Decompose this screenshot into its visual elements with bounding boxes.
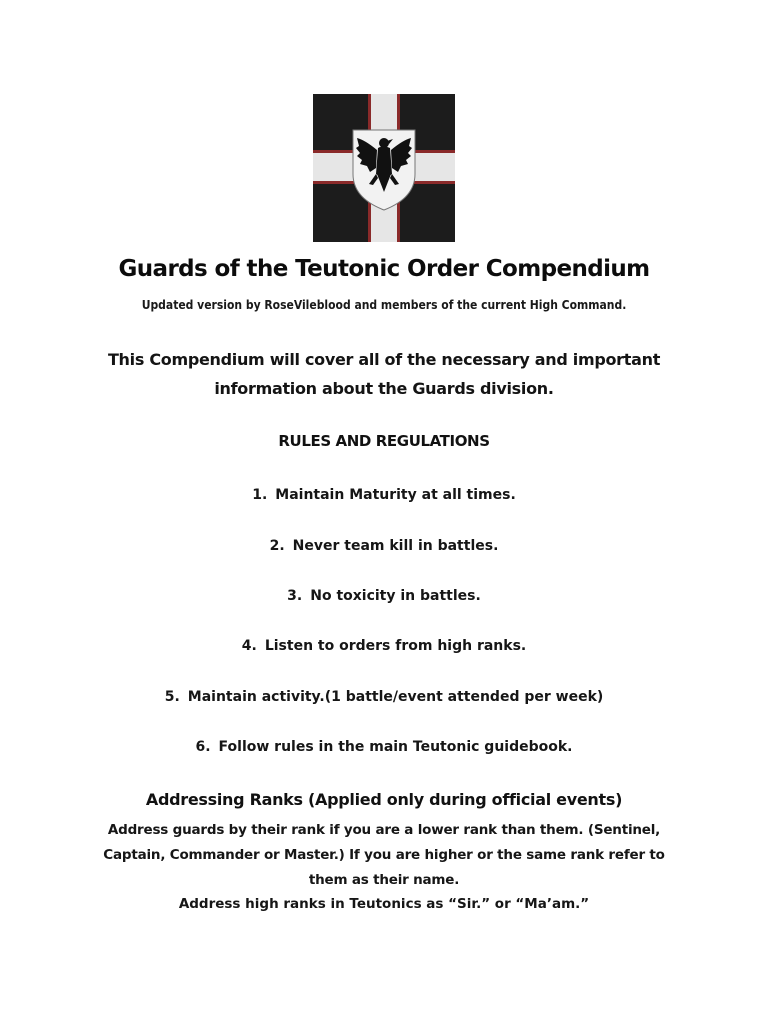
ranks-paragraph: Address guards by their rank if you are a lower rank than them. (Sentinel, Captain, Commander or Master.) If you are higher or the same rank refer to them as their name. xyxy=(103,822,665,888)
rule-number: 6. xyxy=(195,739,211,755)
rule-number: 4. xyxy=(241,638,257,654)
rule-text: Never team kill in battles. xyxy=(292,538,499,554)
rule-number: 1. xyxy=(252,487,268,503)
rule-text: Listen to orders from high ranks. xyxy=(264,638,527,654)
rule-item xyxy=(0,487,768,503)
rule-text: Maintain Maturity at all times. xyxy=(275,487,516,503)
rule-text: No toxicity in battles. xyxy=(310,588,481,604)
rule-text: Follow rules in the main Teutonic guidebook. xyxy=(218,739,573,755)
intro-paragraph: This Compendium will cover all of the necessary and important information about the Guards division. xyxy=(107,350,661,398)
ranks-honorific-line: Address high ranks in Teutonics as “Sir.” or “Ma’am.” xyxy=(178,896,590,912)
rule-number: 5. xyxy=(164,689,180,705)
rule-item xyxy=(0,689,768,705)
rule-number: 2. xyxy=(269,538,285,554)
teutonic-eagle-cross-flag-icon xyxy=(313,94,455,242)
rule-item xyxy=(0,638,768,654)
rule-item xyxy=(0,588,768,604)
ranks-heading: Addressing Ranks (Applied only during official events) xyxy=(145,790,623,809)
rule-number: 3. xyxy=(287,588,303,604)
rules-heading: RULES AND REGULATIONS xyxy=(278,432,490,450)
rule-text: Maintain activity.(1 battle/event attended per week) xyxy=(187,689,604,705)
page-title: Guards of the Teutonic Order Compendium xyxy=(118,256,650,282)
rule-item xyxy=(0,538,768,554)
rule-item xyxy=(0,739,768,755)
subtitle: Updated version by RoseVileblood and members of the current High Command. xyxy=(141,298,627,312)
